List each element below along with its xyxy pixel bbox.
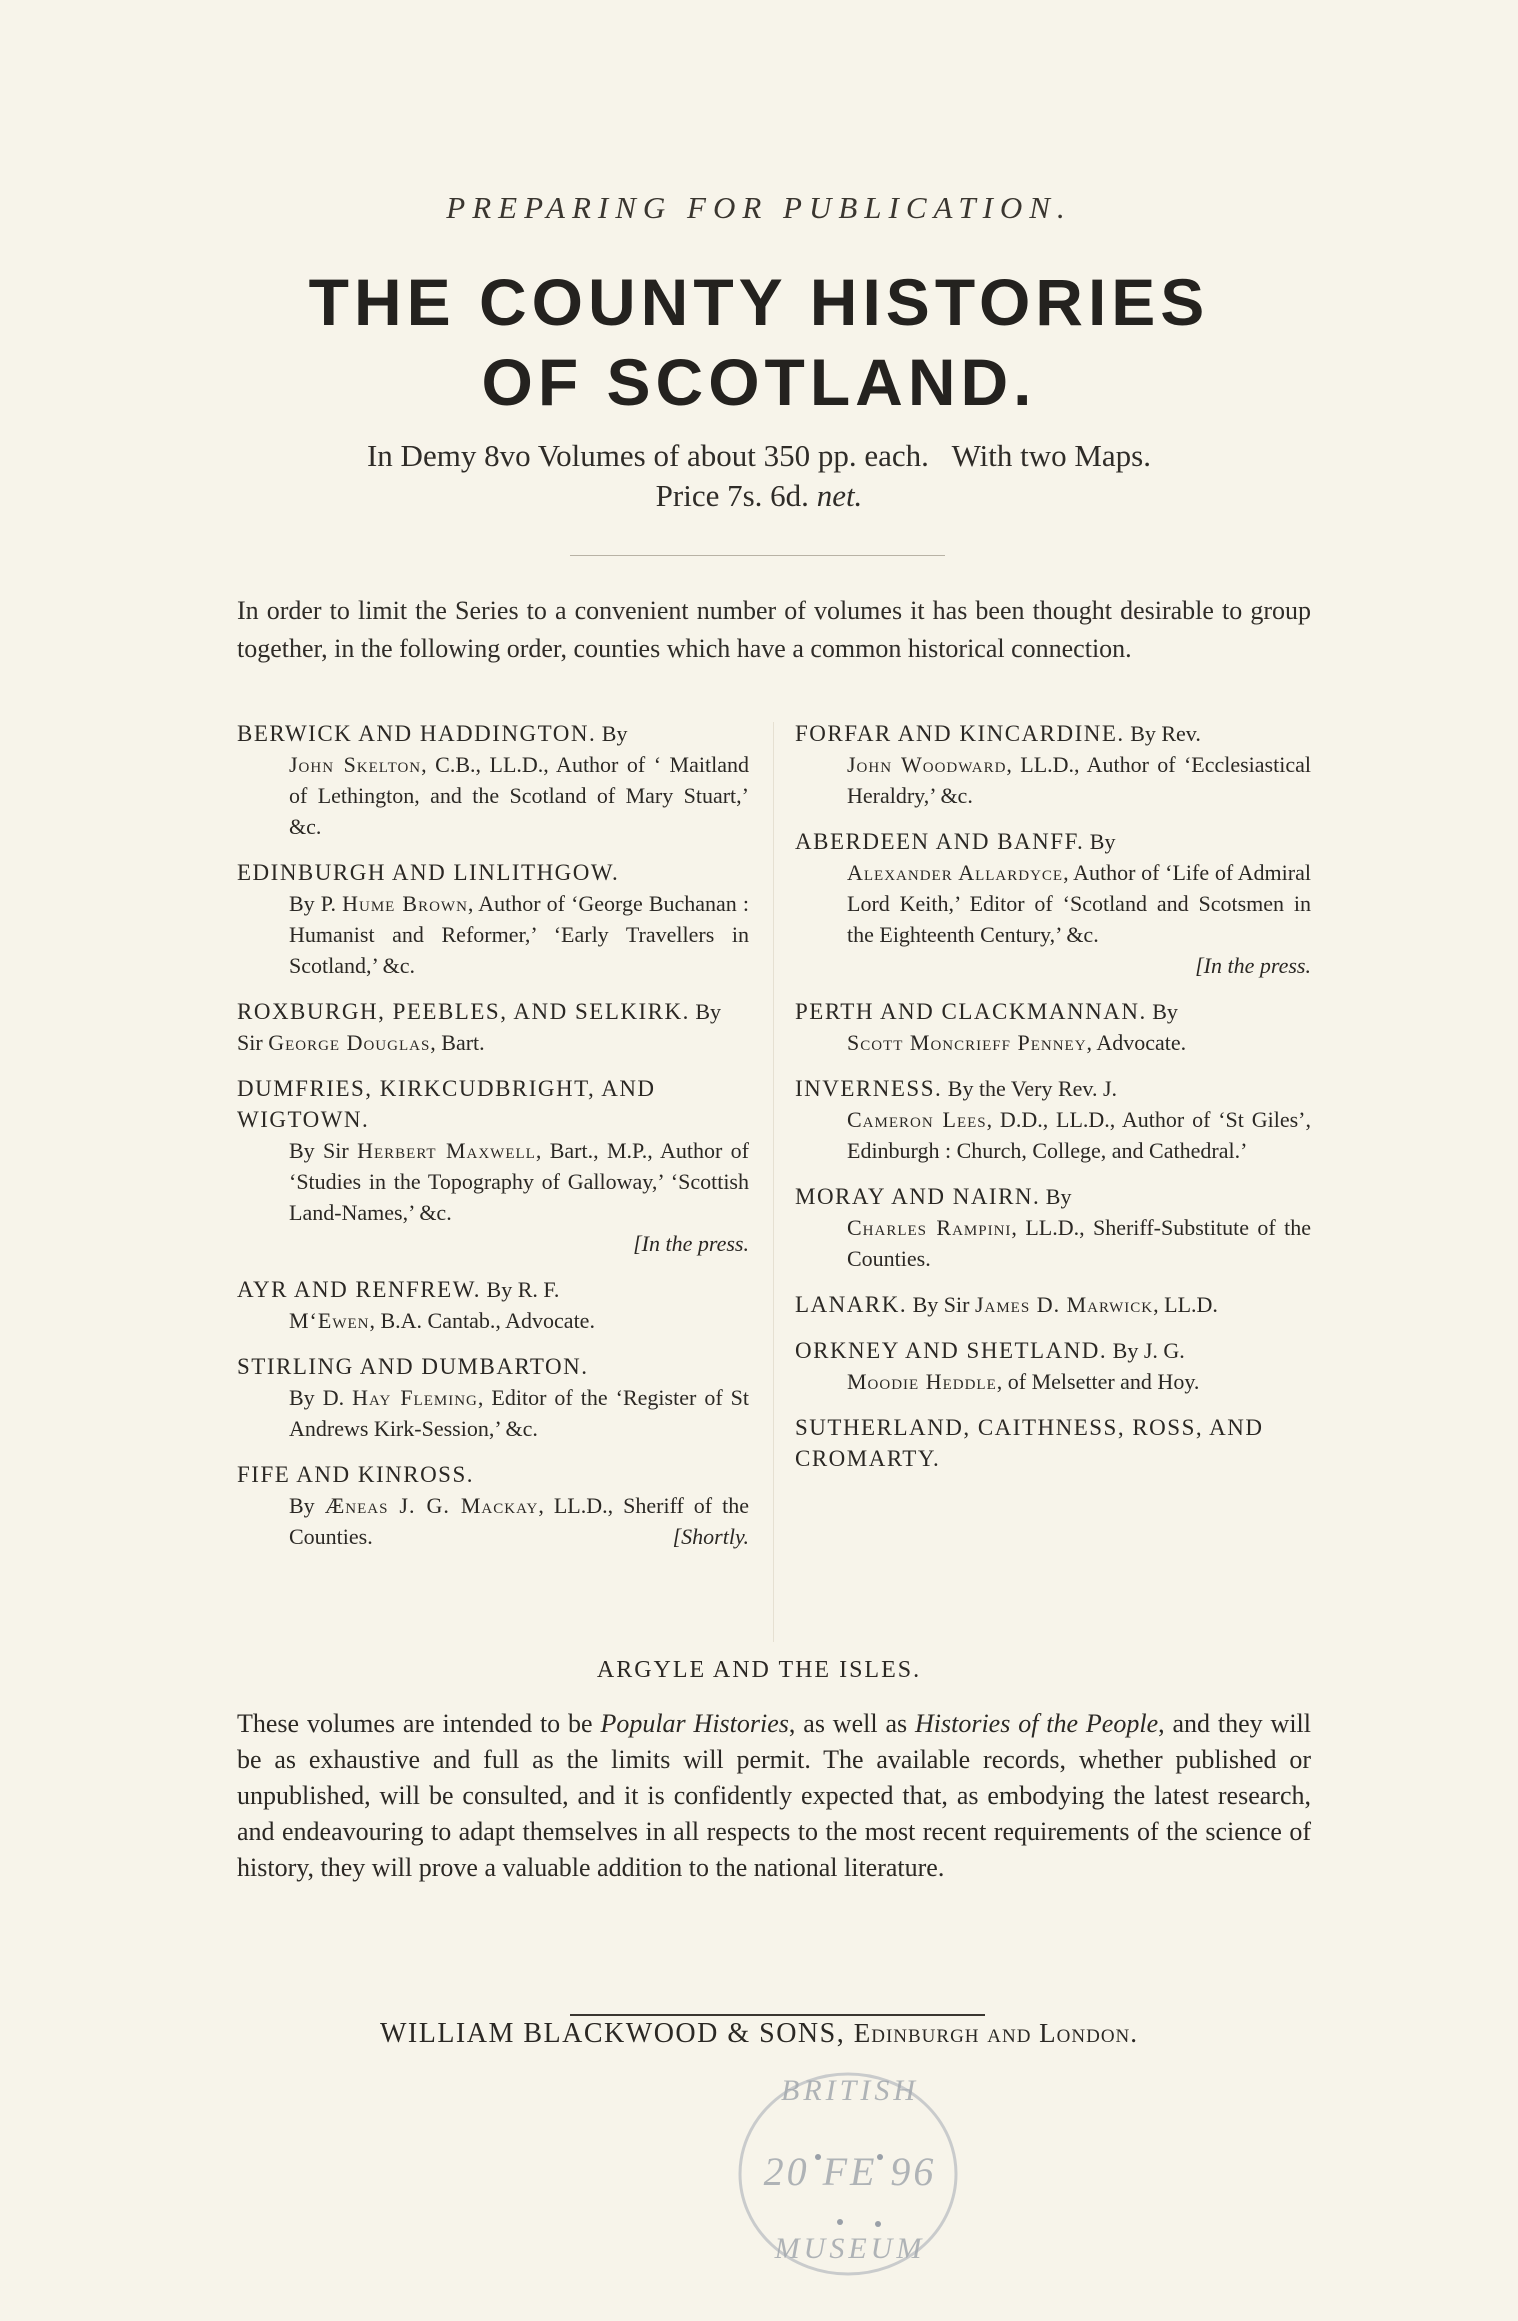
stamp-bottom-text: MUSEUM — [774, 2232, 926, 2265]
volume-author: John Skelton — [289, 752, 422, 777]
volume-description: , Bart. — [430, 1030, 485, 1055]
volume-entry-dumfries — [237, 1073, 749, 1259]
shortly-note: [Shortly. — [672, 1524, 749, 1549]
closing-italic-1: Popular Histories — [600, 1709, 789, 1738]
volume-author-line — [237, 1382, 749, 1444]
publisher-name: WILLIAM BLACKWOOD & SONS, — [379, 2018, 846, 2049]
volume-author-line — [795, 749, 1311, 811]
volume-author-line — [795, 1104, 1311, 1166]
volume-description: , Author of ‘George Buchanan : Humanist and Reformer,’ ‘Early Travellers in Scotland,’ &c. — [289, 891, 749, 978]
volume-counties: MORAY AND NAIRN. — [795, 1184, 1041, 1209]
volume-format: In Demy 8vo Volumes of about 350 pp. each. With two Maps. — [366, 438, 1151, 473]
divider-short — [570, 555, 945, 556]
volume-author-line — [795, 1212, 1311, 1274]
volume-counties: STIRLING AND DUMBARTON. — [237, 1354, 589, 1379]
volume-entry-moray — [795, 1181, 1311, 1274]
volume-description: , Advocate. — [1086, 1030, 1187, 1055]
volume-description: , LL.D., Sheriff-Substitute of the Counties. — [847, 1215, 1311, 1271]
volume-author-line — [237, 888, 749, 981]
volume-counties: FIFE AND KINROSS. — [237, 1462, 475, 1487]
volume-author: Scott Moncrieff Penney — [847, 1030, 1087, 1055]
volume-entry-sutherland — [795, 1412, 1311, 1474]
closing-text-2: , as well as — [788, 1709, 915, 1738]
volume-description: , of Melsetter and Hoy. — [996, 1369, 1200, 1394]
volume-counties: INVERNESS. — [795, 1076, 943, 1101]
museum-stamp — [730, 2052, 970, 2292]
volume-by: By Sir — [289, 1138, 349, 1163]
volume-author-line — [795, 1366, 1311, 1397]
volume-by: By Sir — [237, 999, 722, 1055]
volume-counties: SUTHERLAND, CAITHNESS, ROSS, AND CROMARTY. — [795, 1415, 1264, 1471]
volume-entry-orkney — [795, 1335, 1311, 1397]
volume-by: By — [289, 1493, 315, 1518]
left-column — [237, 718, 749, 1567]
volume-author: Hay Fleming — [352, 1385, 478, 1410]
volume-author-line — [237, 749, 749, 842]
volume-author: M‘Ewen — [289, 1308, 370, 1333]
publisher-imprint — [0, 2018, 1518, 2050]
press-note: [In the press. — [633, 1231, 749, 1256]
volume-author: George Douglas — [268, 1030, 431, 1055]
volume-author: James D. Marwick — [974, 1292, 1154, 1317]
volume-author-line — [795, 1027, 1311, 1058]
volume-counties: DUMFRIES, KIRKCUDBRIGHT, AND WIGTOWN. — [237, 1076, 656, 1132]
volume-by: By the Very Rev. J. — [947, 1076, 1118, 1101]
volume-description: , LL.D. — [1153, 1292, 1218, 1317]
volume-author: Charles Rampini — [847, 1215, 1012, 1240]
price-net: net. — [816, 478, 863, 513]
volume-author: Moodie Heddle — [847, 1369, 997, 1394]
closing-italic-2: Histories of the People — [914, 1709, 1159, 1738]
volume-entry-stirling — [237, 1351, 749, 1444]
intro-paragraph: In order to limit the Series to a convenient number of volumes it has been thought desirable to group together, in the following order, counties which have a common historical connection. — [237, 596, 1311, 663]
preparing-heading: PREPARING FOR PUBLICATION. — [446, 190, 1072, 225]
volume-by: By R. F. — [486, 1277, 560, 1302]
volume-by: By Sir — [912, 1292, 970, 1317]
volume-entry-fife — [237, 1459, 749, 1552]
volume-by: By P. — [289, 891, 337, 916]
volume-counties: LANARK. — [795, 1292, 908, 1317]
closing-text-1: These volumes are intended to be — [237, 1709, 601, 1738]
volume-counties: BERWICK AND HADDINGTON. — [237, 721, 597, 746]
closing-text-3: , and they will be as exhaustive and full as the limits will permit. The available records, whether published or unpublished, will be consulted, and it is confidently expected that, as embodying the latest research, and endeavouring to adapt themselves in all respects to the most recent requirements of the science of history, they will prove a valuable addition to the national literature. — [237, 1709, 1311, 1882]
volume-entry-argyle: ARGYLE AND THE ISLES. — [596, 1657, 922, 1683]
volume-author: Herbert Maxwell — [357, 1138, 536, 1163]
divider-long — [570, 2014, 985, 2016]
volume-description: , Author of ‘Life of Admiral Lord Keith,’ Editor of ‘Scotland and Scotsmen in the Eighteenth Century,’ &c. — [847, 860, 1311, 947]
volume-by: By — [1089, 829, 1116, 854]
volume-counties: FORFAR AND KINCARDINE. — [795, 721, 1125, 746]
page-title — [0, 262, 1518, 422]
press-note: [In the press. — [1195, 953, 1311, 978]
volume-description: , LL.D., Author of ‘Ecclesiastical Heraldry,’ &c. — [847, 752, 1311, 808]
volume-by: By — [1152, 999, 1178, 1024]
volume-counties: ABERDEEN AND BANFF. — [795, 829, 1085, 854]
right-column — [795, 718, 1311, 1489]
volume-author-line — [237, 1490, 749, 1552]
volume-description: , B.A. Cantab., Advocate. — [369, 1308, 595, 1333]
volume-entry-berwick — [237, 718, 749, 842]
title-line-1: THE COUNTY HISTORIES — [308, 265, 1210, 339]
volume-by: By D. — [289, 1385, 345, 1410]
volume-counties: AYR AND RENFREW. — [237, 1277, 482, 1302]
volume-author-line — [237, 1135, 749, 1259]
volume-author-line — [795, 857, 1311, 981]
volume-counties: EDINBURGH AND LINLITHGOW. — [237, 860, 620, 885]
volume-by: By — [601, 721, 628, 746]
volume-author-line — [237, 1305, 749, 1336]
volume-entry-ayr — [237, 1274, 749, 1336]
volume-entry-edinburgh — [237, 857, 749, 981]
volume-by: By Rev. — [1130, 721, 1201, 746]
closing-paragraph — [237, 1706, 1311, 1886]
volume-description: , LL.D., Sheriff of the Counties. — [289, 1493, 750, 1549]
volume-entry-aberdeen — [795, 826, 1311, 981]
volume-description: , C.B., LL.D., Author of ‘ Maitland of Lethington, and the Scotland of Mary Stuart,’ &c. — [289, 752, 749, 839]
title-line-2: OF SCOTLAND. — [481, 345, 1037, 419]
volume-author: Hume Brown — [342, 891, 468, 916]
volume-entry-roxburgh — [237, 996, 749, 1058]
column-divider — [773, 722, 774, 1642]
volume-description: , D.D., LL.D., Author of ‘St Giles’, Edinburgh : Church, College, and Cathedral.’ — [847, 1107, 1311, 1163]
volume-description: , Editor of the ‘Register of St Andrews Kirk-Session,’ &c. — [289, 1385, 750, 1441]
volume-counties: ORKNEY AND SHETLAND. — [795, 1338, 1108, 1363]
volume-description: , Bart., M.P., Author of ‘Studies in the Topography of Galloway,’ ‘Scottish Land-Names,’ &c. — [289, 1138, 749, 1225]
volume-author: Æneas J. G. Mackay — [324, 1493, 539, 1518]
price-text: Price 7s. 6d. — [655, 478, 809, 513]
volume-author: John Woodward — [847, 752, 1007, 777]
volume-counties: ROXBURGH, PEEBLES, AND SELKIRK. — [237, 999, 690, 1024]
volume-by: By J. G. — [1112, 1338, 1185, 1363]
volume-author: Cameron Lees — [847, 1107, 987, 1132]
volume-by: By — [1045, 1184, 1072, 1209]
volume-entry-lanark — [795, 1289, 1311, 1320]
volume-counties: PERTH AND CLACKMANNAN. — [795, 999, 1147, 1024]
volume-entry-forfar — [795, 718, 1311, 811]
volume-entry-inverness — [795, 1073, 1311, 1166]
volume-price — [0, 476, 1518, 516]
stamp-top-text: BRITISH — [781, 2074, 919, 2107]
volume-details — [0, 436, 1518, 516]
publisher-place: Edinburgh and London. — [853, 2018, 1139, 2048]
volume-entry-perth — [795, 996, 1311, 1058]
stamp-date-text: 20 FE 96 — [763, 2149, 937, 2194]
volume-author: Alexander Allardyce — [847, 860, 1064, 885]
